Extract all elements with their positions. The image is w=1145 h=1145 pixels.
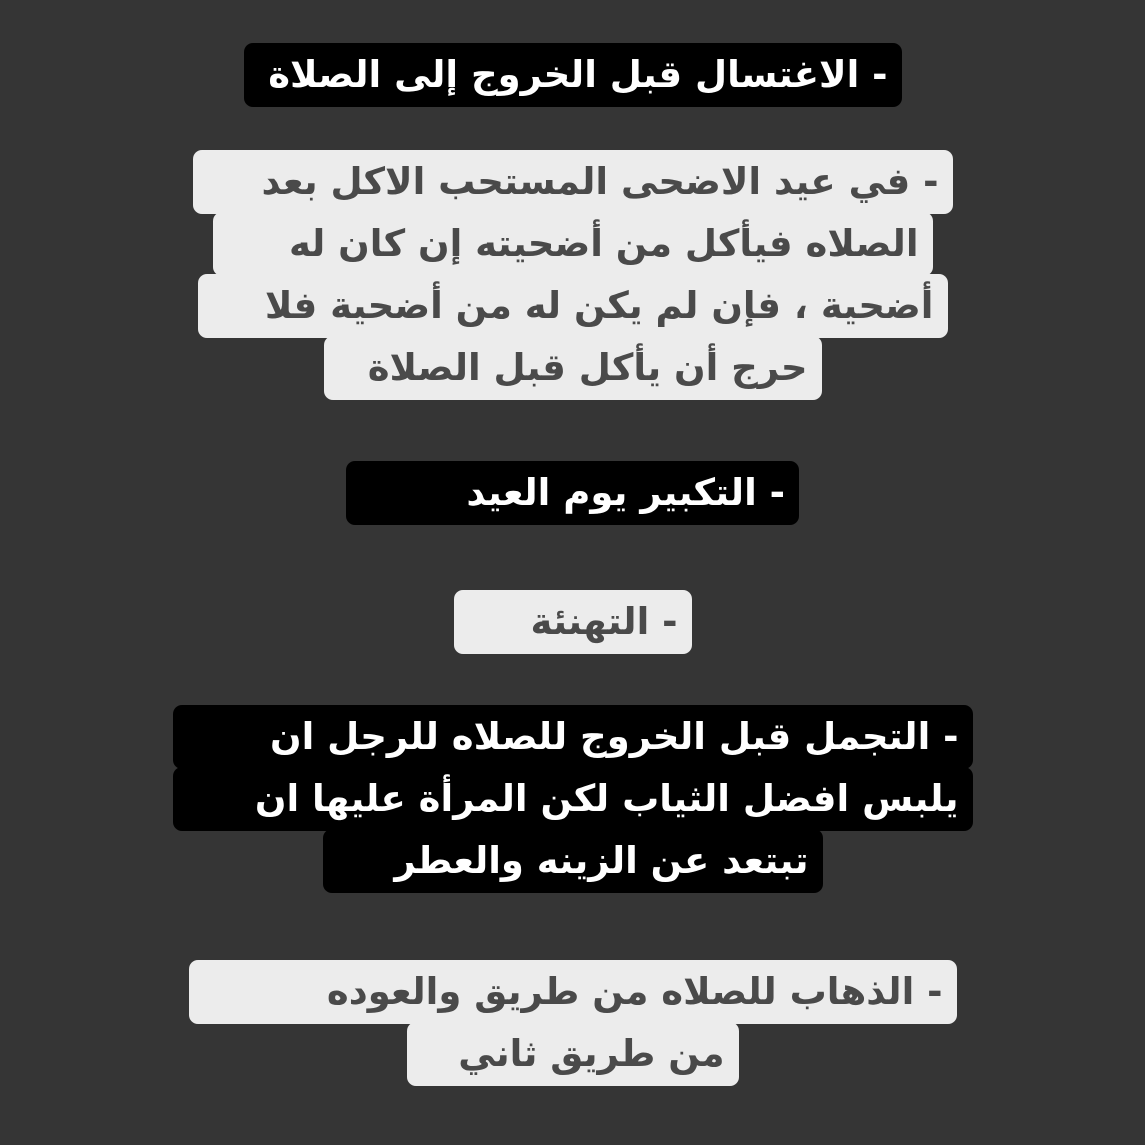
item-ghusl: [0, 43, 1145, 107]
item-tajammul-line-3: تبتعد عن الزينه والعطر: [323, 829, 823, 893]
item-tajammul: [0, 705, 1145, 893]
item-adha-eating-line-3: أضحية ، فإن لم يكن له من أضحية فلا: [198, 274, 948, 338]
item-tajammul-line-2: يلبس افضل الثياب لكن المرأة عليها ان: [173, 767, 973, 831]
item-adha-eating-line-4: حرج أن يأكل قبل الصلاة: [324, 336, 822, 400]
item-takbir: [0, 461, 1145, 525]
item-tajammul-line-1: - التجمل قبل الخروج للصلاه للرجل ان: [173, 705, 973, 769]
item-route-line-2: من طريق ثاني: [407, 1022, 739, 1086]
item-ghusl-line: - الاغتسال قبل الخروج إلى الصلاة: [244, 43, 902, 107]
item-tahniah-line: - التهنئة: [454, 590, 692, 654]
item-route-line-1: - الذهاب للصلاه من طريق والعوده: [189, 960, 957, 1024]
item-tahniah: [0, 590, 1145, 654]
item-adha-eating: [0, 150, 1145, 400]
item-route: [0, 960, 1145, 1086]
item-adha-eating-line-1: - في عيد الاضحى المستحب الاكل بعد: [193, 150, 953, 214]
item-adha-eating-line-2: الصلاه فيأكل من أضحيته إن كان له: [213, 212, 933, 276]
item-takbir-line: - التكبير يوم العيد: [346, 461, 799, 525]
